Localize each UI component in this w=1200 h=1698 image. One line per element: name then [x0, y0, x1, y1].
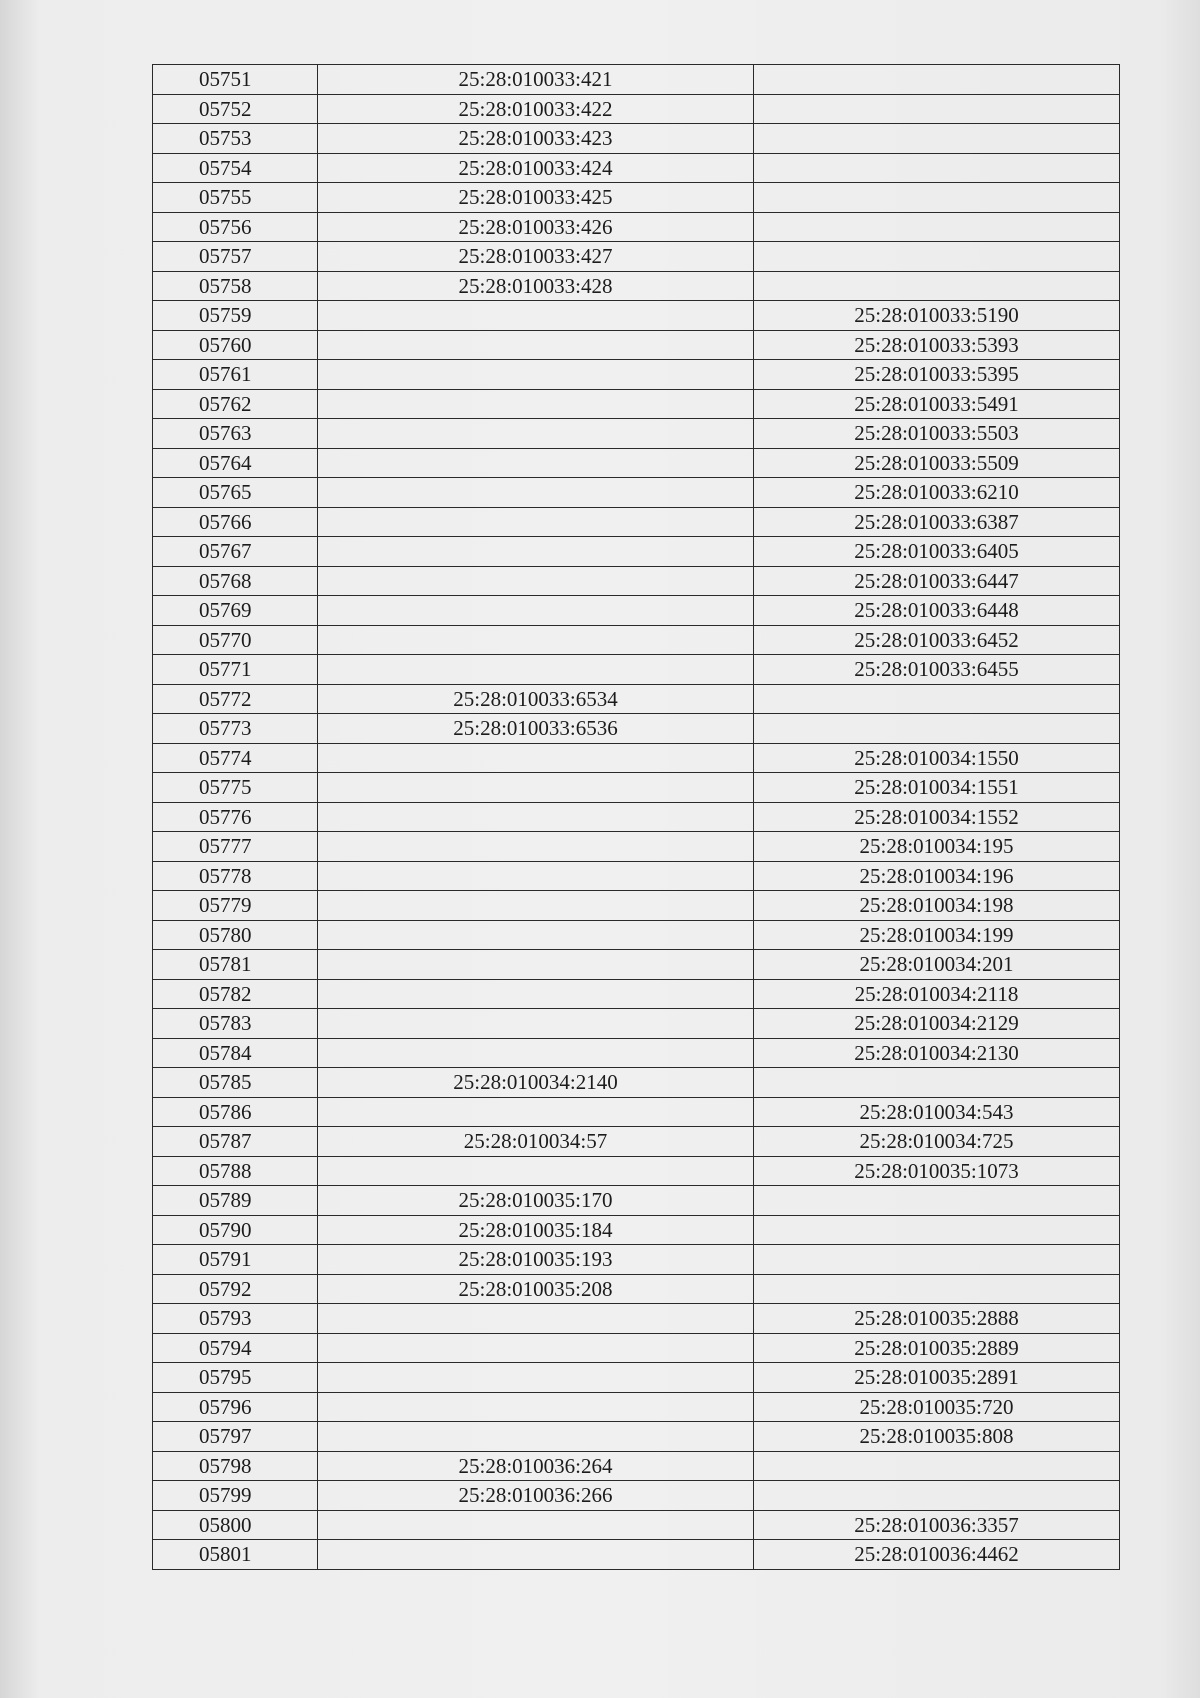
cadastral-number-cell-a	[318, 979, 754, 1009]
cadastral-number-cell-b: 25:28:010034:1552	[754, 802, 1120, 832]
table-row	[153, 891, 1120, 921]
cadastral-number-cell-b: 25:28:010033:5395	[754, 360, 1120, 390]
row-number-cell: 05764	[153, 448, 318, 478]
row-number-cell: 05766	[153, 507, 318, 537]
cadastral-number-cell-a	[318, 1038, 754, 1068]
cadastral-number-cell-b: 25:28:010035:2888	[754, 1304, 1120, 1334]
cadastral-number-cell-b: 25:28:010035:1073	[754, 1156, 1120, 1186]
table-row	[153, 183, 1120, 213]
table-row	[153, 596, 1120, 626]
table-row	[153, 212, 1120, 242]
cadastral-number-cell-b: 25:28:010034:543	[754, 1097, 1120, 1127]
table-row	[153, 566, 1120, 596]
cadastral-number-cell-b	[754, 65, 1120, 95]
table-row	[153, 979, 1120, 1009]
cadastral-number-cell-a	[318, 507, 754, 537]
cadastral-number-cell-a: 25:28:010033:424	[318, 153, 754, 183]
table-row	[153, 65, 1120, 95]
table-row	[153, 271, 1120, 301]
row-number-cell: 05798	[153, 1451, 318, 1481]
table-row	[153, 802, 1120, 832]
row-number-cell: 05784	[153, 1038, 318, 1068]
cadastral-number-cell-b: 25:28:010035:2889	[754, 1333, 1120, 1363]
table-row	[153, 1540, 1120, 1570]
row-number-cell: 05772	[153, 684, 318, 714]
row-number-cell: 05786	[153, 1097, 318, 1127]
row-number-cell: 05761	[153, 360, 318, 390]
cadastral-number-cell-a	[318, 1156, 754, 1186]
cadastral-number-cell-a	[318, 448, 754, 478]
table-row	[153, 1510, 1120, 1540]
cadastral-number-cell-a: 25:28:010035:208	[318, 1274, 754, 1304]
cadastral-number-cell-b: 25:28:010035:720	[754, 1392, 1120, 1422]
table-row	[153, 1304, 1120, 1334]
cadastral-number-cell-b	[754, 714, 1120, 744]
table-row	[153, 950, 1120, 980]
cadastral-number-cell-a: 25:28:010033:425	[318, 183, 754, 213]
cadastral-number-cell-b	[754, 1215, 1120, 1245]
row-number-cell: 05801	[153, 1540, 318, 1570]
cadastral-number-cell-a: 25:28:010034:2140	[318, 1068, 754, 1098]
cadastral-number-cell-a: 25:28:010033:422	[318, 94, 754, 124]
cadastral-number-cell-b: 25:28:010034:2130	[754, 1038, 1120, 1068]
cadastral-number-cell-b: 25:28:010034:1550	[754, 743, 1120, 773]
row-number-cell: 05800	[153, 1510, 318, 1540]
cadastral-number-cell-b	[754, 124, 1120, 154]
cadastral-number-cell-b: 25:28:010034:198	[754, 891, 1120, 921]
cadastral-number-cell-b: 25:28:010033:6405	[754, 537, 1120, 567]
row-number-cell: 05756	[153, 212, 318, 242]
cadastral-number-cell-a: 25:28:010035:193	[318, 1245, 754, 1275]
table-row	[153, 1451, 1120, 1481]
row-number-cell: 05751	[153, 65, 318, 95]
cadastral-number-cell-b: 25:28:010034:725	[754, 1127, 1120, 1157]
cadastral-number-cell-a	[318, 478, 754, 508]
cadastral-number-cell-b	[754, 1186, 1120, 1216]
row-number-cell: 05789	[153, 1186, 318, 1216]
cadastral-number-cell-a: 25:28:010033:426	[318, 212, 754, 242]
cadastral-number-cell-a: 25:28:010035:170	[318, 1186, 754, 1216]
row-number-cell: 05765	[153, 478, 318, 508]
table-row	[153, 301, 1120, 331]
cadastral-number-cell-a	[318, 655, 754, 685]
row-number-cell: 05770	[153, 625, 318, 655]
cadastral-number-cell-b: 25:28:010036:4462	[754, 1540, 1120, 1570]
cadastral-number-cell-a	[318, 1510, 754, 1540]
cadastral-number-cell-a	[318, 861, 754, 891]
table-row	[153, 1215, 1120, 1245]
cadastral-number-cell-b	[754, 242, 1120, 272]
row-number-cell: 05780	[153, 920, 318, 950]
cadastral-number-cell-b: 25:28:010034:196	[754, 861, 1120, 891]
table-row	[153, 330, 1120, 360]
row-number-cell: 05757	[153, 242, 318, 272]
table-row	[153, 389, 1120, 419]
table-row	[153, 684, 1120, 714]
row-number-cell: 05790	[153, 1215, 318, 1245]
cadastral-number-cell-b	[754, 684, 1120, 714]
table-row	[153, 537, 1120, 567]
table-row	[153, 1068, 1120, 1098]
row-number-cell: 05788	[153, 1156, 318, 1186]
cadastral-number-cell-a	[318, 1540, 754, 1570]
table-row	[153, 507, 1120, 537]
row-number-cell: 05774	[153, 743, 318, 773]
cadastral-number-cell-b: 25:28:010033:6455	[754, 655, 1120, 685]
row-number-cell: 05760	[153, 330, 318, 360]
table-row	[153, 124, 1120, 154]
cadastral-number-cell-a: 25:28:010036:266	[318, 1481, 754, 1511]
cadastral-number-cell-b: 25:28:010033:5491	[754, 389, 1120, 419]
table-row	[153, 625, 1120, 655]
table-row	[153, 1186, 1120, 1216]
row-number-cell: 05797	[153, 1422, 318, 1452]
cadastral-number-cell-b	[754, 271, 1120, 301]
cadastral-number-cell-b	[754, 1451, 1120, 1481]
cadastral-number-cell-a	[318, 389, 754, 419]
cadastral-number-cell-b	[754, 153, 1120, 183]
table-row	[153, 1009, 1120, 1039]
table-row	[153, 1245, 1120, 1275]
cadastral-number-cell-b: 25:28:010033:6447	[754, 566, 1120, 596]
row-number-cell: 05782	[153, 979, 318, 1009]
cadastral-number-cell-a	[318, 1097, 754, 1127]
row-number-cell: 05769	[153, 596, 318, 626]
row-number-cell: 05783	[153, 1009, 318, 1039]
row-number-cell: 05768	[153, 566, 318, 596]
row-number-cell: 05777	[153, 832, 318, 862]
row-number-cell: 05781	[153, 950, 318, 980]
cadastral-number-cell-a	[318, 1363, 754, 1393]
cadastral-number-cell-b: 25:28:010033:6210	[754, 478, 1120, 508]
cadastral-number-cell-b: 25:28:010033:6387	[754, 507, 1120, 537]
row-number-cell: 05775	[153, 773, 318, 803]
cadastral-number-cell-a	[318, 360, 754, 390]
cadastral-number-cell-b	[754, 1068, 1120, 1098]
row-number-cell: 05779	[153, 891, 318, 921]
row-number-cell: 05759	[153, 301, 318, 331]
cadastral-number-cell-a	[318, 950, 754, 980]
row-number-cell: 05778	[153, 861, 318, 891]
table-row	[153, 1481, 1120, 1511]
row-number-cell: 05755	[153, 183, 318, 213]
table-row	[153, 861, 1120, 891]
row-number-cell: 05767	[153, 537, 318, 567]
cadastral-number-cell-a	[318, 1333, 754, 1363]
cadastral-number-cell-a: 25:28:010033:421	[318, 65, 754, 95]
cadastral-number-cell-a: 25:28:010033:423	[318, 124, 754, 154]
cadastral-number-cell-a: 25:28:010033:6536	[318, 714, 754, 744]
row-number-cell: 05792	[153, 1274, 318, 1304]
table-row	[153, 1363, 1120, 1393]
cadastral-number-cell-a	[318, 1392, 754, 1422]
cadastral-number-cell-b: 25:28:010036:3357	[754, 1510, 1120, 1540]
row-number-cell: 05787	[153, 1127, 318, 1157]
table-row	[153, 242, 1120, 272]
table-row	[153, 360, 1120, 390]
row-number-cell: 05752	[153, 94, 318, 124]
table-row	[153, 655, 1120, 685]
cadastral-number-cell-b: 25:28:010033:6452	[754, 625, 1120, 655]
table-row	[153, 1156, 1120, 1186]
cadastral-number-cell-b: 25:28:010034:199	[754, 920, 1120, 950]
cadastral-number-cell-a	[318, 743, 754, 773]
table-row	[153, 773, 1120, 803]
table-row	[153, 1097, 1120, 1127]
row-number-cell: 05776	[153, 802, 318, 832]
cadastral-number-cell-a	[318, 330, 754, 360]
row-number-cell: 05795	[153, 1363, 318, 1393]
cadastral-number-cell-a	[318, 832, 754, 862]
cadastral-number-cell-a: 25:28:010033:428	[318, 271, 754, 301]
table-row	[153, 153, 1120, 183]
cadastral-number-cell-b: 25:28:010035:2891	[754, 1363, 1120, 1393]
cadastral-number-cell-b	[754, 1245, 1120, 1275]
table-row	[153, 832, 1120, 862]
row-number-cell: 05763	[153, 419, 318, 449]
cadastral-number-cell-a	[318, 1009, 754, 1039]
table-row	[153, 1333, 1120, 1363]
cadastral-number-cell-a	[318, 802, 754, 832]
cadastral-number-cell-b: 25:28:010034:1551	[754, 773, 1120, 803]
cadastral-number-cell-b	[754, 1274, 1120, 1304]
cadastral-number-cell-a	[318, 773, 754, 803]
cadastral-number-cell-b	[754, 212, 1120, 242]
table-row	[153, 448, 1120, 478]
cadastral-number-cell-b: 25:28:010033:5503	[754, 419, 1120, 449]
cadastral-number-cell-b	[754, 183, 1120, 213]
cadastral-number-cell-b: 25:28:010033:5190	[754, 301, 1120, 331]
row-number-cell: 05773	[153, 714, 318, 744]
cadastral-number-cell-a	[318, 625, 754, 655]
row-number-cell: 05796	[153, 1392, 318, 1422]
cadastral-table	[152, 64, 1120, 1570]
cadastral-number-cell-a: 25:28:010036:264	[318, 1451, 754, 1481]
cadastral-number-cell-b: 25:28:010034:2129	[754, 1009, 1120, 1039]
cadastral-number-cell-b: 25:28:010035:808	[754, 1422, 1120, 1452]
table-row	[153, 1392, 1120, 1422]
table-row	[153, 94, 1120, 124]
cadastral-number-cell-a: 25:28:010034:57	[318, 1127, 754, 1157]
cadastral-number-cell-a	[318, 1304, 754, 1334]
row-number-cell: 05754	[153, 153, 318, 183]
cadastral-number-cell-a: 25:28:010033:427	[318, 242, 754, 272]
cadastral-number-cell-a	[318, 537, 754, 567]
cadastral-number-cell-a: 25:28:010035:184	[318, 1215, 754, 1245]
cadastral-number-cell-a	[318, 1422, 754, 1452]
cadastral-number-cell-a	[318, 301, 754, 331]
cadastral-number-cell-a	[318, 891, 754, 921]
cadastral-number-cell-b	[754, 1481, 1120, 1511]
cadastral-number-cell-a	[318, 419, 754, 449]
cadastral-number-cell-b: 25:28:010034:201	[754, 950, 1120, 980]
cadastral-number-cell-a: 25:28:010033:6534	[318, 684, 754, 714]
table-row	[153, 1422, 1120, 1452]
row-number-cell: 05753	[153, 124, 318, 154]
row-number-cell: 05794	[153, 1333, 318, 1363]
row-number-cell: 05762	[153, 389, 318, 419]
table-body	[153, 65, 1120, 1570]
cadastral-number-cell-b: 25:28:010033:5509	[754, 448, 1120, 478]
table-row	[153, 1038, 1120, 1068]
row-number-cell: 05791	[153, 1245, 318, 1275]
cadastral-number-cell-a	[318, 596, 754, 626]
cadastral-number-cell-b: 25:28:010034:2118	[754, 979, 1120, 1009]
table-row	[153, 1274, 1120, 1304]
cadastral-number-cell-b	[754, 94, 1120, 124]
cadastral-number-cell-a	[318, 920, 754, 950]
cadastral-number-cell-b: 25:28:010033:5393	[754, 330, 1120, 360]
row-number-cell: 05758	[153, 271, 318, 301]
table-row	[153, 1127, 1120, 1157]
table-row	[153, 478, 1120, 508]
row-number-cell: 05785	[153, 1068, 318, 1098]
row-number-cell: 05771	[153, 655, 318, 685]
cadastral-number-cell-b: 25:28:010033:6448	[754, 596, 1120, 626]
table-row	[153, 419, 1120, 449]
cadastral-number-cell-a	[318, 566, 754, 596]
table-row	[153, 714, 1120, 744]
row-number-cell: 05793	[153, 1304, 318, 1334]
table-row	[153, 743, 1120, 773]
cadastral-number-cell-b: 25:28:010034:195	[754, 832, 1120, 862]
table-row	[153, 920, 1120, 950]
row-number-cell: 05799	[153, 1481, 318, 1511]
